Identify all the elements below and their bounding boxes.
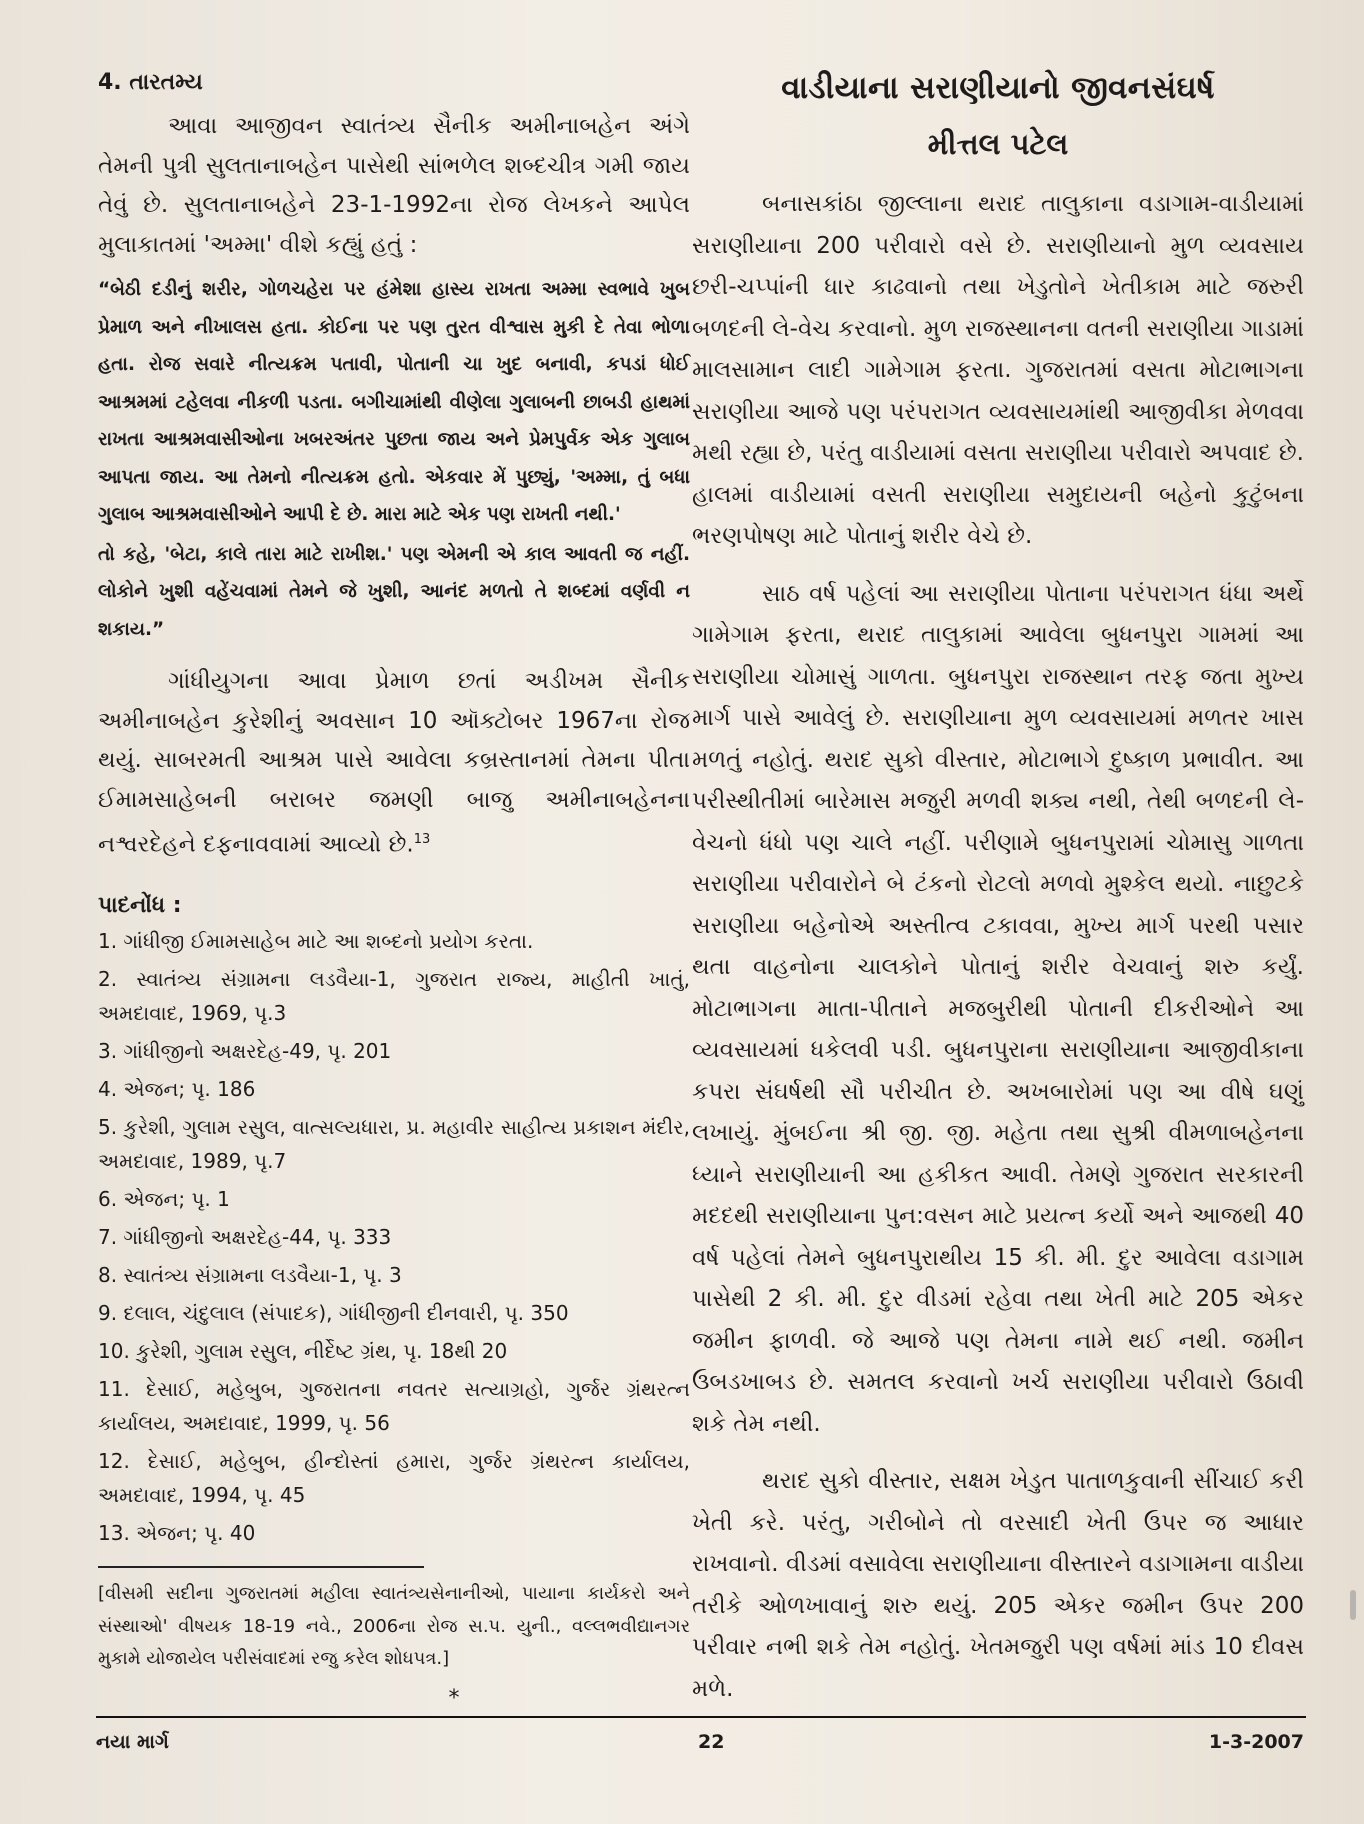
footnote-item: 4. એજન; પૃ. 186 (98, 1077, 256, 1102)
page-edge-mark (1350, 1590, 1356, 1620)
footnote-item: 10. કુરેશી, ગુલામ રસુલ, નીર્દેષ્ટ ગ્રંથ, પૃ. 18થી 20 (98, 1339, 508, 1364)
footnote-item: 12. દેસાઈ, મહેબુબ, હીન્દોસ્તાં હમારા, ગુર્જર ગ્રંથરત્ન કાર્યાલય, અમદાવાદ, 1994, પૃ. 45 (98, 1449, 690, 1508)
left-column (98, 70, 690, 1711)
end-mark: * (448, 1685, 460, 1711)
article-paragraph: બનાસકાંઠા જીલ્લાના થરાદ તાલુકાના વડાગામ-વાડીયામાં સરાણીયાના 200 પરીવારો વસે છે. સરાણીયાનો મુળ વ્યવસાય છરી-ચપ્પાંની ધાર કાઢવાનો તથા ખેડુતોને ખેતીકામ માટે જરુરી બળદની લે-વેચ કરવાનો. મુળ રાજસ્થાનના વતની સરાણીયા ગાડામાં માલસામાન લાદી ગામેગામ ફરતા. ગુજરાતમાં વસતા મોટાભાગના સરાણીયા આજે પણ પરંપરાગત વ્યવસાયમાંથી આજીવીકા મેળવવા મથી રહ્યા છે, પરંતુ વાડીયામાં વસતા સરાણીયા પરીવારો અપવાદ છે. હાલમાં વાડીયામાં વસતી સરાણીયા સમુદાયની બહેનો કુટુંબના ભરણપોષણ માટે પોતાનું શરીર વેચે છે. (692, 191, 1305, 549)
footnote-item: 7. ગાંધીજીનો અક્ષરદેહ-44, પૃ. 333 (98, 1225, 392, 1250)
closing-paragraph (98, 662, 690, 865)
footnote-item: 13. એજન; પૃ. 40 (98, 1521, 256, 1546)
footnote-divider (98, 1566, 424, 1568)
footnote-item: 6. એજન; પૃ. 1 (98, 1187, 230, 1212)
article-paragraph: સાઠ વર્ષ પહેલાં આ સરાણીયા પોતાના પરંપરાગત ધંધા અર્થે ગામેગામ ફરતા, થરાદ તાલુકામાં આવેલા બુધનપુરા ગામમાં આ સરાણીયા ચોમાસું ગાળતા. બુધનપુરા રાજસ્થાન તરફ જતા મુખ્ય માર્ગ પાસે આવેલું છે. સરાણીયાના મુળ વ્યવસાયમાં મળતર ખાસ મળતું નહોતું. થરાદ સુકો વીસ્તાર, મોટાભાગે દુષ્કાળ પ્રભાવીત. આ પરીસ્થીતીમાં બારેમાસ મજુરી મળવી શક્ય નથી, તેથી બળદની લે-વેચનો ધંધો પણ ચાલે નહીં. પરીણામે બુધનપુરામાં ચોમાસુ ગાળતા સરાણીયા પરીવારોને બે ટંકનો રોટલો મળવો મુશ્કેલ થયો. નાછુટકે સરાણીયા બહેનોએ અસ્તીત્વ ટકાવવા, મુખ્ય માર્ગ પરથી પસાર થતા વાહનોના ચાલકોને પોતાનું શરીર વેચવાનું શરુ કર્યું. મોટાભાગના માતા-પીતાને મજબુરીથી પોતાની દીકરીઓને આ વ્યવસાયમાં ધકેલવી પડી. બુધનપુરાના સરાણીયાના આજીવીકાના કપરા સંઘર્ષથી સૌ પરીચીત છે. અખબારોમાં પણ આ વીષે ઘણું લખાયું. મુંબઈના શ્રી જી. જી. મહેતા તથા સુશ્રી વીમળાબહેનના ધ્યાને સરાણીયાની આ હકીકત આવી. તેમણે ગુજરાત સરકારની મદદથી સરાણીયાના પુન:વસન માટે પ્રયત્ન કર્યો અને આજથી 40 વર્ષ પહેલાં તેમને બુધનપુરાથીય 15 કી. મી. દુર આવેલા વડાગામ પાસેથી 2 કી. મી. દુર વીડમાં રહેવા તથા ખેતી માટે 205 એકર જમીન ફાળવી. જે આજે પણ તેમના નામે થઈ નથી. જમીન ઉબડખાબડ છે. સમતલ કરવાનો ખર્ચ સરાણીયા પરીવારો ઉઠાવી શકે તેમ નથી. (692, 580, 1304, 1437)
section-heading: 4. તારતમ્ય (98, 70, 203, 95)
source-note: [વીસમી સદીના ગુજરાતમાં મહીલા સ્વાતંત્ર્યસેનાનીઓ, પાયાના કાર્યકરો અને સંસ્થાઓ' વીષયક 18-19 નવે., 2006ના રોજ સ.પ. યુની., વલ્લભવીદ્યાનગર મુકામે યોજાયેલ પરીસંવાદમાં રજુ કરેલ શોધપત્ર.] (98, 1583, 690, 1670)
footnote-item: 11. દેસાઈ, મહેબુબ, ગુજરાતના નવતર સત્યાગ્રહો, ગુર્જર ગ્રંથરત્ન કાર્યાલય, અમદાવાદ, 1999, પૃ. 56 (98, 1377, 690, 1436)
footnotes-heading: પાદનોંધ : (98, 893, 182, 919)
footer-divider (96, 1716, 1306, 1718)
footnotes-list (98, 924, 690, 1550)
footnote-ref-13: 13 (413, 832, 431, 847)
closing-paragraph-text: ગાંધીયુગના આવા પ્રેમાળ છતાં અડીખમ સૈનીક અમીનાબહેન કુરેશીનું અવસાન 10 ઑક્ટોબર 1967ના રોજ થયું. સાબરમતી આશ્રમ પાસે આવેલા કબ્રસ્તાનમાં તેમના પીતા ઈમામસાહેબની બરાબર જમણી બાજુ અમીનાબહેનના નશ્વરદેહને દફનાવવામાં આવ્યો છે. (98, 668, 690, 858)
article-paragraph: થરાદ સુકો વીસ્તાર, સક્ષમ ખેડુત પાતાળકુવાની સીંચાઈ કરી ખેતી કરે. પરંતુ, ગરીબોને તો વરસાદી ખેતી ઉપર જ આધાર રાખવાનો. વીડમાં વસાવેલા સરાણીયાના વીસ્તારને વડાગામના વાડીયા તરીકે ઓળખાવાનું શરુ થયું. 205 એકર જમીન ઉપર 200 પરીવાર નભી શકે તેમ નહોતું. ખેતમજુરી પણ વર્ષમાં માંડ 10 દીવસ મળે. (692, 1468, 1304, 1702)
page-number: 22 (698, 1731, 725, 1753)
quote-paragraph-1: “બેઠી દડીનું શરીર, ગોળચહેરા પર હંમેશા હાસ્ય રાખતા અમ્મા સ્વભાવે ખુબ પ્રેમાળ અને નીખાલસ હતા. કોઈના પર પણ તુરત વીશ્વાસ મુકી દે તેવા ભોળા હતા. રોજ સવારે નીત્યક્રમ પતાવી, પોતાની ચા ખુદ બનાવી, કપડાં ધોઈ આશ્રમમાં ટહેલવા નીકળી પડતા. બગીચામાંથી વીણેલા ગુલાબની છાબડી હાથમાં રાખતા આશ્રમવાસીઓના ખબરઅંતર પુછતા જાય અને પ્રેમપુર્વક એક ગુલાબ આપતા જાય. આ તેમનો નીત્યક્રમ હતો. એકવાર મેં પુછ્યું, 'અમ્મા, તું બધા ગુલાબ આશ્રમવાસીઓને આપી દે છે. મારા માટે એક પણ રાખતી નથી.' (98, 279, 690, 525)
issue-date: 1-3-2007 (1208, 1731, 1304, 1753)
footnote-item: 5. કુરેશી, ગુલામ રસુલ, વાત્સલ્યધારા, પ્ર. મહાવીર સાહીત્ય પ્રકાશન મંદીર, અમદાવાદ, 1989, પૃ.7 (98, 1115, 690, 1174)
right-column (692, 70, 1304, 1710)
intro-paragraph: આવા આજીવન સ્વાતંત્ર્ય સૈનીક અમીનાબહેન અંગે તેમની પુત્રી સુલતાનાબહેન પાસેથી સાંભળેલ શબ્દચીત્ર ગમી જાય તેવું છે. સુલતાનાબહેને 23-1-1992ના રોજ લેખકને આપેલ મુલાકાતમાં 'અમ્મા' વીશે કહ્યું હતું : (98, 113, 690, 258)
footnote-item: 3. ગાંધીજીનો અક્ષરદેહ-49, પૃ. 201 (98, 1039, 392, 1064)
quote-paragraph-2: તો કહે, 'બેટા, કાલે તારા માટે રાખીશ.' પણ એમની એ કાલ આવતી જ નહીં. લોકોને ખુશી વહેંચવામાં તેમને જે ખુશી, આનંદ મળતો તે શબ્દમાં વર્ણવી ન શકાય.” (98, 543, 690, 640)
footnote-item: 9. દલાલ, ચંદુલાલ (સંપાદક), ગાંધીજીની દીનવારી, પૃ. 350 (98, 1301, 569, 1326)
footnote-item: 8. સ્વાતંત્ર્ય સંગ્રામના લડવૈયા-1, પૃ. 3 (98, 1263, 402, 1288)
footnote-item: 2. સ્વાતંત્ર્ય સંગ્રામના લડવૈયા-1, ગુજરાત રાજ્ય, માહીતી ખાતું, અમદાવાદ, 1969, પૃ.3 (98, 967, 690, 1026)
magazine-name: નયા માર્ગ (96, 1731, 169, 1753)
article-author: મીત્તલ પટેલ (927, 127, 1069, 161)
article-title: વાડીયાના સરાણીયાનો જીવનસંઘર્ષ (781, 70, 1215, 106)
footnote-item: 1. ગાંધીજી ઈમામસાહેબ માટે આ શબ્દનો પ્રયોગ કરતા. (98, 929, 534, 954)
